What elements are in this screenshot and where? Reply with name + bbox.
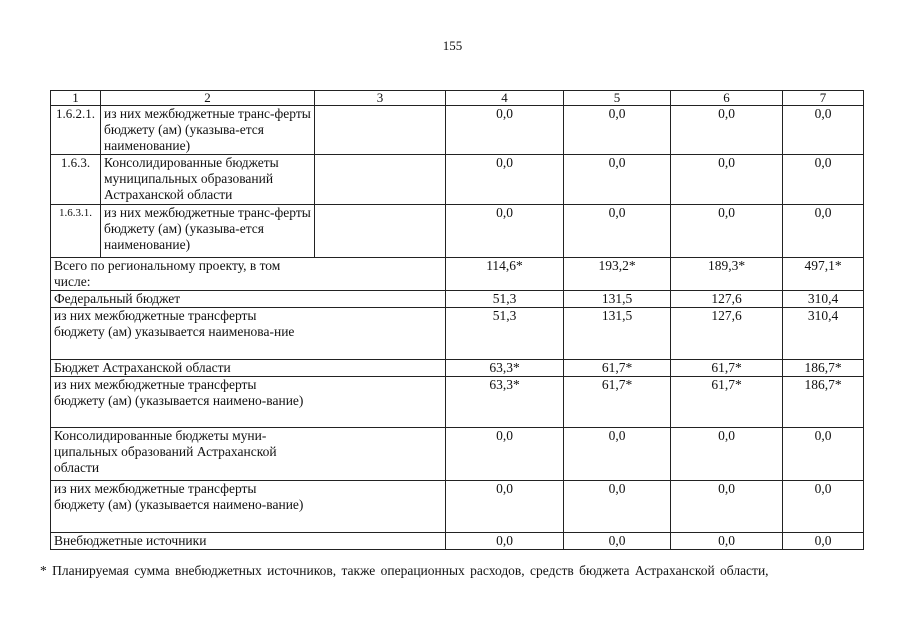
row-name: из них межбюджетные транс-ферты бюджету (ам) (указыва-ется наименование) bbox=[101, 106, 315, 155]
row-label bbox=[51, 258, 446, 291]
row-value-4: 51,3 bbox=[446, 291, 564, 308]
table-row bbox=[51, 106, 864, 155]
row-value-7: 0,0 bbox=[783, 428, 864, 481]
row-value-5: 0,0 bbox=[564, 155, 671, 205]
footnote: * Планируемая сумма внебюджетных источников, также операционных расходов, средств бюджета Астраханской области, bbox=[40, 563, 769, 578]
row-value-6: 0,0 bbox=[671, 205, 783, 258]
row-label bbox=[51, 291, 446, 308]
row-label-text: Федеральный бюджет bbox=[54, 291, 181, 306]
row-value-5: 61,7* bbox=[564, 360, 671, 377]
page-number: 155 bbox=[442, 38, 463, 53]
row-value-6: 0,0 bbox=[671, 481, 783, 533]
row-label-text: Бюджет Астраханской области bbox=[54, 360, 231, 375]
row-value-6: 189,3* bbox=[671, 258, 783, 291]
row-value-7: 0,0 bbox=[783, 155, 864, 205]
header-row bbox=[51, 91, 864, 106]
table-row bbox=[51, 308, 864, 360]
row-code: 1.6.2.1. bbox=[51, 106, 101, 155]
row-label-text: из них межбюджетные трансферты бюджету (ам) указывается наименова-ние bbox=[54, 308, 295, 339]
row-value-4: 0,0 bbox=[446, 155, 564, 205]
row-value-4: 63,3* bbox=[446, 360, 564, 377]
row-code: 1.6.3.1. bbox=[51, 205, 101, 258]
row-value-7: 310,4 bbox=[783, 291, 864, 308]
row-value-4: 0,0 bbox=[446, 106, 564, 155]
row-label-text: Консолидированные бюджеты муни-ципальных образований Астраханской области bbox=[54, 428, 277, 475]
header-col-5: 5 bbox=[564, 91, 671, 106]
row-value-6: 0,0 bbox=[671, 106, 783, 155]
row-col3 bbox=[315, 155, 446, 205]
row-value-4: 0,0 bbox=[446, 205, 564, 258]
row-name: из них межбюджетные транс-ферты бюджету (ам) (указыва-ется наименование) bbox=[101, 205, 315, 258]
header-col-4: 4 bbox=[446, 91, 564, 106]
row-label bbox=[51, 308, 446, 360]
header-col-7: 7 bbox=[783, 91, 864, 106]
row-label-text: из них межбюджетные трансферты бюджету (ам) (указывается наимено-вание) bbox=[54, 377, 304, 408]
row-value-7: 0,0 bbox=[783, 533, 864, 550]
row-value-6: 0,0 bbox=[671, 428, 783, 481]
row-value-4: 0,0 bbox=[446, 428, 564, 481]
row-label-text: из них межбюджетные трансферты бюджету (ам) (указывается наимено-вание) bbox=[54, 481, 304, 512]
row-col3 bbox=[315, 205, 446, 258]
budget-table bbox=[50, 90, 864, 550]
header-col-6: 6 bbox=[671, 91, 783, 106]
row-col3 bbox=[315, 106, 446, 155]
table-row bbox=[51, 428, 864, 481]
row-code: 1.6.3. bbox=[51, 155, 101, 205]
row-value-7: 497,1* bbox=[783, 258, 864, 291]
table-row bbox=[51, 360, 864, 377]
row-value-6: 61,7* bbox=[671, 360, 783, 377]
row-value-5: 0,0 bbox=[564, 481, 671, 533]
header-col-1: 1 bbox=[51, 91, 101, 106]
row-value-7: 0,0 bbox=[783, 106, 864, 155]
row-value-5: 131,5 bbox=[564, 291, 671, 308]
row-value-4: 0,0 bbox=[446, 533, 564, 550]
table-row bbox=[51, 481, 864, 533]
row-value-6: 127,6 bbox=[671, 291, 783, 308]
row-value-7: 0,0 bbox=[783, 205, 864, 258]
row-value-5: 131,5 bbox=[564, 308, 671, 360]
row-value-5: 0,0 bbox=[564, 106, 671, 155]
table-row bbox=[51, 533, 864, 550]
table-row bbox=[51, 258, 864, 291]
row-value-4: 0,0 bbox=[446, 481, 564, 533]
row-value-4: 63,3* bbox=[446, 377, 564, 428]
row-value-6: 127,6 bbox=[671, 308, 783, 360]
row-value-7: 186,7* bbox=[783, 377, 864, 428]
table-row bbox=[51, 291, 864, 308]
row-value-5: 0,0 bbox=[564, 533, 671, 550]
table-row bbox=[51, 155, 864, 205]
table-row bbox=[51, 377, 864, 428]
row-label bbox=[51, 360, 446, 377]
row-value-7: 186,7* bbox=[783, 360, 864, 377]
row-value-6: 0,0 bbox=[671, 533, 783, 550]
table-row bbox=[51, 205, 864, 258]
row-label-text: Всего по региональному проекту, в том числе: bbox=[54, 258, 281, 289]
row-value-5: 0,0 bbox=[564, 428, 671, 481]
row-value-4: 114,6* bbox=[446, 258, 564, 291]
row-value-6: 61,7* bbox=[671, 377, 783, 428]
row-label bbox=[51, 481, 446, 533]
row-value-7: 310,4 bbox=[783, 308, 864, 360]
row-value-6: 0,0 bbox=[671, 155, 783, 205]
row-label-text: Внебюджетные источники bbox=[54, 533, 207, 548]
row-value-7: 0,0 bbox=[783, 481, 864, 533]
row-value-5: 0,0 bbox=[564, 205, 671, 258]
row-label bbox=[51, 533, 446, 550]
row-value-5: 61,7* bbox=[564, 377, 671, 428]
row-value-4: 51,3 bbox=[446, 308, 564, 360]
row-value-5: 193,2* bbox=[564, 258, 671, 291]
row-label bbox=[51, 428, 446, 481]
header-col-3: 3 bbox=[315, 91, 446, 106]
row-name: Консолидированные бюджеты муниципальных образований Астраханской области bbox=[101, 155, 315, 205]
row-label bbox=[51, 377, 446, 428]
header-col-2: 2 bbox=[101, 91, 315, 106]
